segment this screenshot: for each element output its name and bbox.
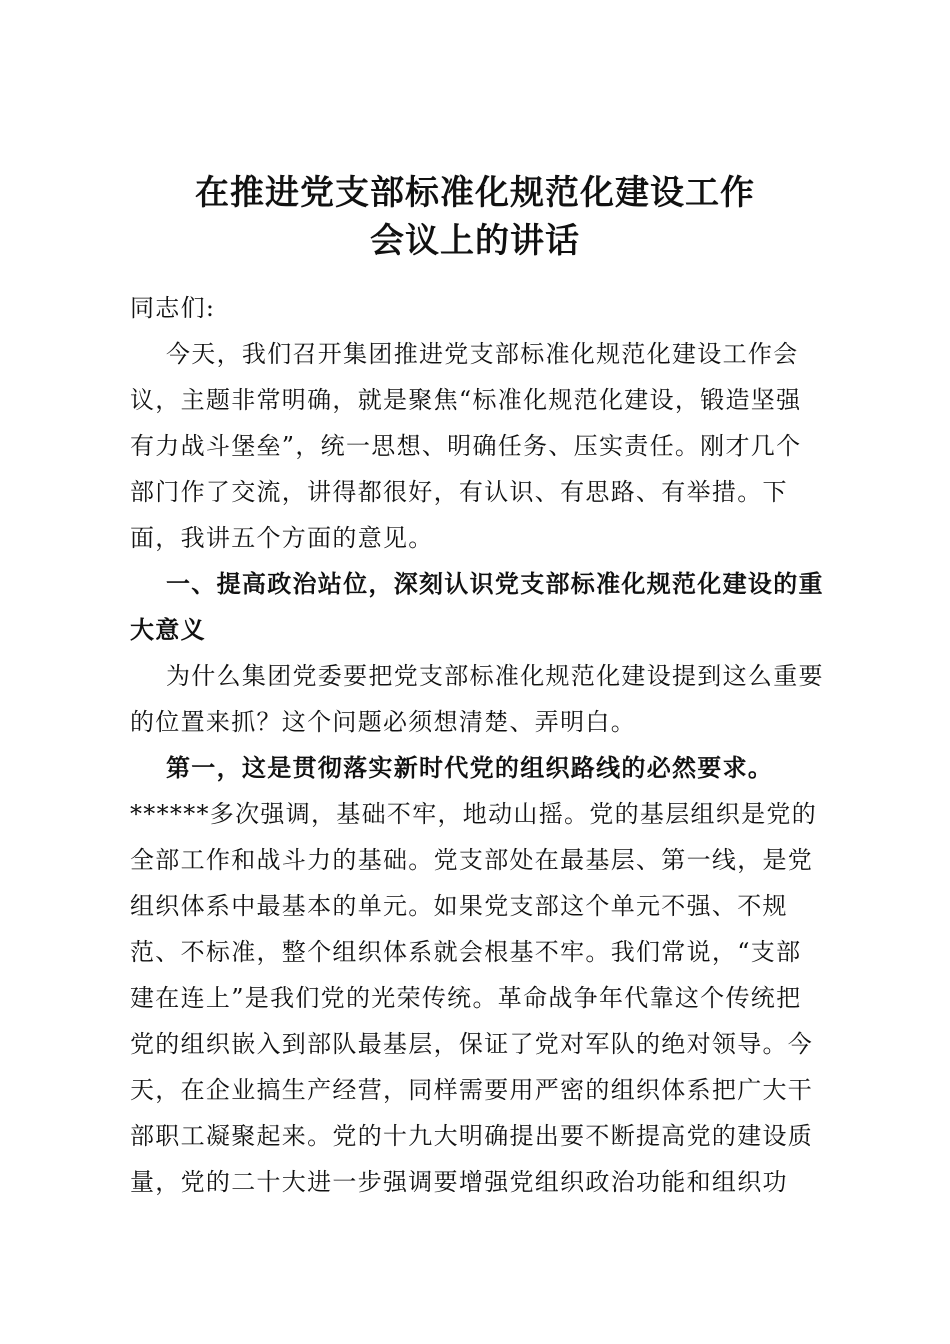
paragraph-line: 议，主题非常明确，就是聚焦“标准化规范化建设，锻造坚强 bbox=[130, 386, 802, 414]
paragraph-line: 部门作了交流，讲得都很好，有认识、有思路、有举措。下 bbox=[130, 478, 788, 506]
salutation: 同志们: bbox=[130, 294, 216, 322]
document-body bbox=[130, 285, 830, 1205]
paragraph-line: 全部工作和战斗力的基础。党支部处在最基层、第一线，是党 bbox=[130, 846, 814, 874]
paragraph-line: 今天，我们召开集团推进党支部标准化规范化建设工作会 bbox=[166, 340, 799, 368]
section-heading-line: 一、提高政治站位，深刻认识党支部标准化规范化建设的重 bbox=[166, 569, 824, 598]
paragraph-line: 天，在企业搞生产经营，同样需要用严密的组织体系把广大干 bbox=[130, 1076, 814, 1104]
paragraph-line: 组织体系中最基本的单元。如果党支部这个单元不强、不规 bbox=[130, 892, 788, 920]
paragraph-line: ******多次强调，基础不牢，地动山摇。党的基层组织是党的 bbox=[130, 800, 817, 828]
document-title-line-2: 会议上的讲话 bbox=[370, 221, 580, 261]
paragraph-line: 建在连上”是我们党的光荣传统。革命战争年代靠这个传统把 bbox=[130, 984, 802, 1012]
paragraph-line: 面，我讲五个方面的意见。 bbox=[130, 524, 434, 552]
sub-heading-line: 第一，这是贯彻落实新时代党的组织路线的必然要求。 bbox=[166, 753, 774, 782]
document-title-line-1: 在推进党支部标准化规范化建设工作 bbox=[195, 173, 755, 213]
paragraph-line: 范、不标准，整个组织体系就会根基不牢。我们常说，“支部 bbox=[130, 938, 802, 966]
paragraph-line: 党的组织嵌入到部队最基层，保证了党对军队的绝对领导。今 bbox=[130, 1030, 814, 1058]
paragraph-line: 部职工凝聚起来。党的十九大明确提出要不断提高党的建设质 bbox=[130, 1122, 814, 1150]
section-heading-line: 大意义 bbox=[130, 615, 206, 644]
paragraph-line: 量，党的二十大进一步强调要增强党组织政治功能和组织功 bbox=[130, 1168, 788, 1196]
paragraph-line: 为什么集团党委要把党支部标准化规范化建设提到这么重要 bbox=[166, 662, 824, 690]
paragraph-line: 的位置来抓？这个问题必须想清楚、弄明白。 bbox=[130, 708, 636, 736]
paragraph-line: 有力战斗堡垒”，统一思想、明确任务、压实责任。刚才几个 bbox=[130, 432, 802, 460]
